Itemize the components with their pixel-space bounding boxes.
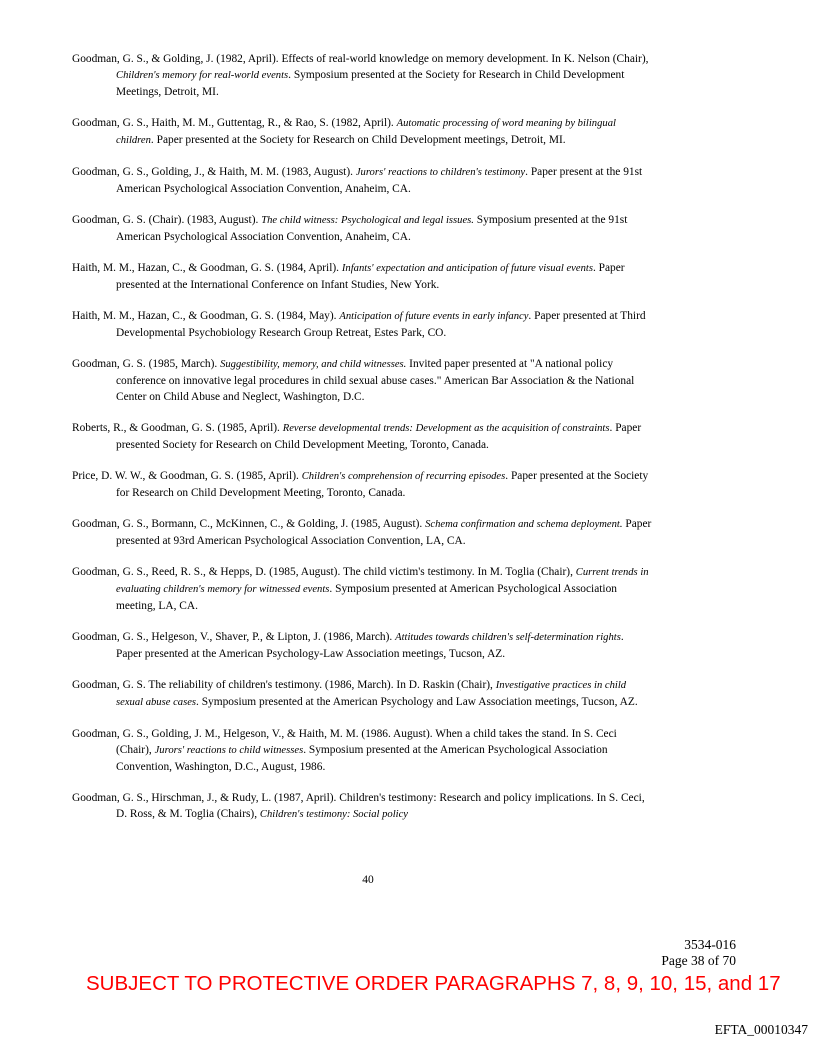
reference-entry: Haith, M. M., Hazan, C., & Goodman, G. S. (1984, April). Infants' expectation and anticipation of future visual events. Paper presented at the International Conference on Infant Studies, New York. (72, 262, 625, 291)
reference-entry: Haith, M. M., Hazan, C., & Goodman, G. S. (1984, May). Anticipation of future events in early infancy. Paper presented at Third Developmental Psychobiology Research Group Retreat, Estes Park, CO. (72, 310, 646, 339)
reference-entry: Goodman, G. S., Haith, M. M., Guttentag, R., & Rao, S. (1982, April). Automatic processing of word meaning by bilingual children. Paper presented at the Society for Research on Child Development meetings, Detroit, MI. (72, 117, 616, 146)
reference-entry: Goodman, G. S., Reed, R. S., & Hepps, D. (1985, August). The child victim's testimony. In M. Toglia (Chair), Current trends in evaluating children's memory for witnessed events. Symposium presented at American Psychological Association meeting, LA, CA. (72, 566, 649, 612)
reference-entry: Roberts, R., & Goodman, G. S. (1985, April). Reverse developmental trends: Development as the acquisition of constraints. Paper presented Society for Research on Child Development Meeting, Toronto, Canada. (72, 422, 642, 451)
reference-list (72, 51, 652, 838)
reference-entry: Goodman, G. S. The reliability of children's testimony. (1986, March). In D. Raskin (Chair), Investigative practices in child sexual abuse cases. Symposium presented at the American Psychology and Law Association meetings, Tucson, AZ. (72, 679, 638, 708)
reference-entry: Goodman, G. S., Bormann, C., McKinnen, C., & Golding, J. (1985, August). Schema confirmation and schema deployment. Paper presented at 93rd American Psychological Association Convention, LA, CA. (72, 518, 652, 547)
reference-entry: Goodman, G. S., Golding, J., & Haith, M. M. (1983, August). Jurors' reactions to children's testimony. Paper present at the 91st American Psychological Association Convention, Anaheim, CA. (72, 166, 643, 195)
reference-entry: Price, D. W. W., & Goodman, G. S. (1985, April). Children's comprehension of recurring episodes. Paper presented at the Society for Research on Child Development Meeting, Toronto, Canada. (72, 470, 649, 499)
reference-entry: Goodman, G. S., Golding, J. M., Helgeson, V., & Haith, M. M. (1986. August). When a child takes the stand. In S. Ceci (Chair), Jurors' reactions to child witnesses. Symposium presented at the American Psychological Association Convention, Washington, D.C., August, 1986. (72, 728, 617, 773)
reference-entry: Goodman, G. S., Hirschman, J., & Rudy, L. (1987, April). Children's testimony: Research and policy implications. In S. Ceci, D. Ross, & M. Toglia (Chairs), Children's testimony: Social policy (72, 792, 645, 820)
document-id-number: 3534-016 (684, 937, 736, 952)
reference-entry: Goodman, G. S. (1985, March). Suggestibility, memory, and child witnesses. Invited paper presented at "A national policy conference on innovative legal procedures in child sexual abuse cases." American Bar Association & the National Center on Child Abuse and Neglect, Washington, D.C. (72, 358, 635, 403)
page-number: 40 (362, 874, 374, 886)
document-id (661, 937, 736, 969)
reference-entry: Goodman, G. S., Helgeson, V., Shaver, P., & Lipton, J. (1986, March). Attitudes towards children's self-determination rights. Paper presented at the American Psychology-Law Association meetings, Tucson, AZ. (72, 631, 624, 660)
document-page-count: Page 38 of 70 (661, 953, 736, 968)
reference-entry: Goodman, G. S. (Chair). (1983, August). The child witness: Psychological and legal issues. Symposium presented at the 91st American Psychological Association Convention, Anaheim, CA. (72, 214, 628, 243)
reference-entry: Goodman, G. S., & Golding, J. (1982, April). Effects of real-world knowledge on memory development. In K. Nelson (Chair), Children's memory for real-world events. Symposium presented at the Society for Research in Child Development Meetings, Detroit, MI. (72, 53, 649, 98)
protective-order-notice: SUBJECT TO PROTECTIVE ORDER PARAGRAPHS 7, 8, 9, 10, 15, and 17 (86, 972, 781, 995)
bates-number: EFTA_00010347 (714, 1022, 808, 1037)
